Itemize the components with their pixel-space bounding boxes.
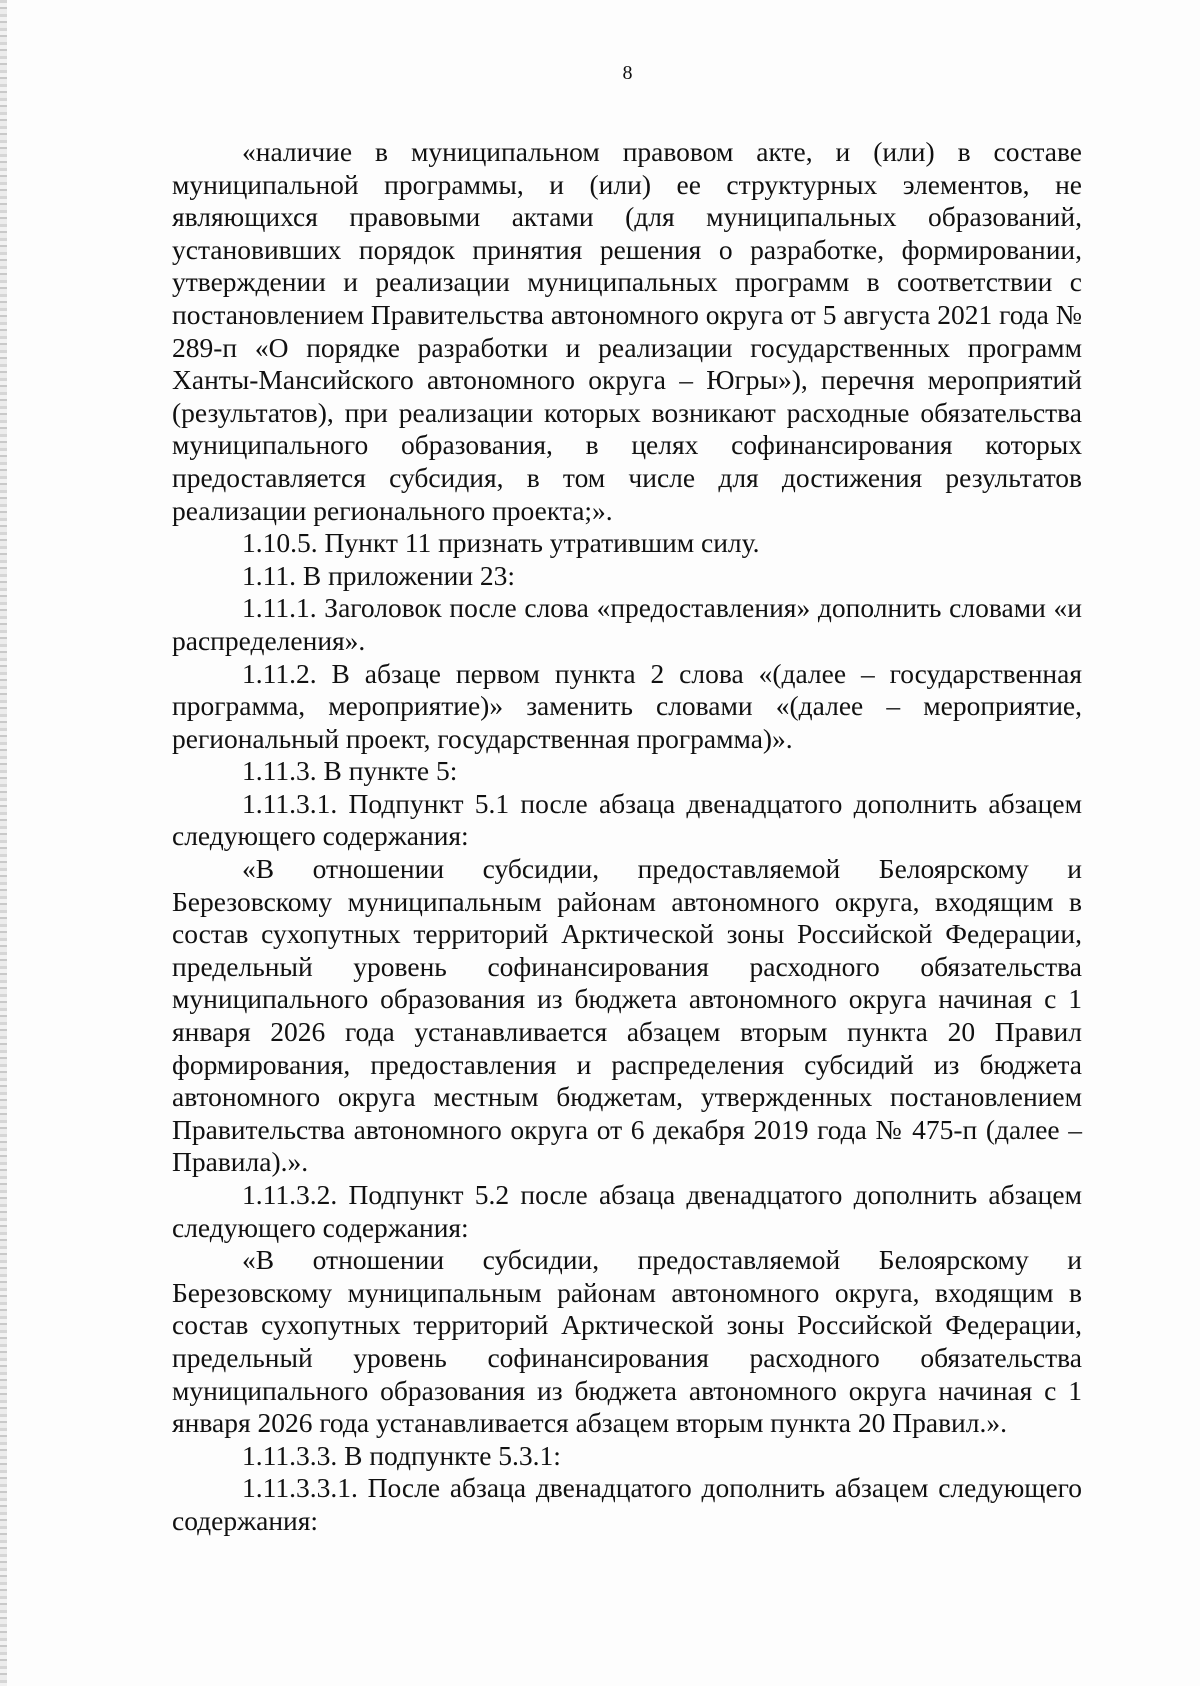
document-body bbox=[172, 136, 1082, 1538]
scan-edge bbox=[0, 0, 7, 1686]
paragraph-1-11-3-3: 1.11.3.3. В подпункте 5.3.1: bbox=[242, 1439, 561, 1471]
paragraph-1-11-1: 1.11.1. Заголовок после слова «предоставления» дополнить словами «и распределения». bbox=[172, 592, 1082, 656]
paragraph-quoted-amendment-5-1: «В отношении субсидии, предоставляемой Белоярскому и Березовскому муниципальным районам автономного округа, входящим в состав сухопутных территорий Арктической зоны Российской Федерации, предельный уровень софинансирования расходного обязательства муниципального образования из бюджета автономного округа начиная с 1 января 2026 года устанавливается абзацем вторым пункта 20 Правил формирования, предоставления и распределения субсидий из бюджета автономного округа местным бюджетам, утвержденных постановлением Правительства автономного округа от 6 декабря 2019 года № 475-п (далее – Правила).». bbox=[172, 853, 1082, 1178]
paragraph-1-11-3-2: 1.11.3.2. Подпункт 5.2 после абзаца двенадцатого дополнить абзацем следующего содержания: bbox=[172, 1179, 1082, 1243]
paragraph-1-10-5: 1.10.5. Пункт 11 признать утратившим силу. bbox=[242, 527, 760, 559]
paragraph-quoted-clause: «наличие в муниципальном правовом акте, и (или) в составе муниципальной программы, и (или) ее структурных элементов, не являющихся правовыми актами (для муниципальных образований, установивших порядок принятия решения о разработке, формировании, утверждении и реализации муниципальных программ в соответствии с постановлением Правительства автономного округа от 5 августа 2021 года № 289-п «О порядке разработки и реализации государственных программ Ханты-Мансийского автономного округа – Югры»), перечня мероприятий (результатов), при реализации которых возникают расходные обязательства муниципального образования, в целях софинансирования которых предоставляется субсидия, в том числе для достижения результатов реализации регионального проекта;». bbox=[172, 136, 1082, 526]
page-number: 8 bbox=[622, 62, 633, 84]
paragraph-quoted-amendment-5-2: «В отношении субсидии, предоставляемой Белоярскому и Березовскому муниципальным районам автономного округа, входящим в состав сухопутных территорий Арктической зоны Российской Федерации, предельный уровень софинансирования расходного обязательства муниципального образования из бюджета автономного округа начиная с 1 января 2026 года устанавливается абзацем вторым пункта 20 Правил.». bbox=[172, 1244, 1082, 1439]
paragraph-1-11: 1.11. В приложении 23: bbox=[242, 559, 516, 591]
paragraph-1-11-3-1: 1.11.3.1. Подпункт 5.1 после абзаца двенадцатого дополнить абзацем следующего содержания: bbox=[172, 787, 1082, 852]
paragraph-1-11-3-3-1: 1.11.3.3.1. После абзаца двенадцатого дополнить абзацем следующего содержания: bbox=[172, 1472, 1082, 1536]
paragraph-1-11-3: 1.11.3. В пункте 5: bbox=[242, 755, 458, 787]
paragraph-1-11-2: 1.11.2. В абзаце первом пункта 2 слова «(далее – государственная программа, мероприятие)» заменить словами «(далее – мероприятие, региональный проект, государственная программа)». bbox=[172, 657, 1082, 754]
